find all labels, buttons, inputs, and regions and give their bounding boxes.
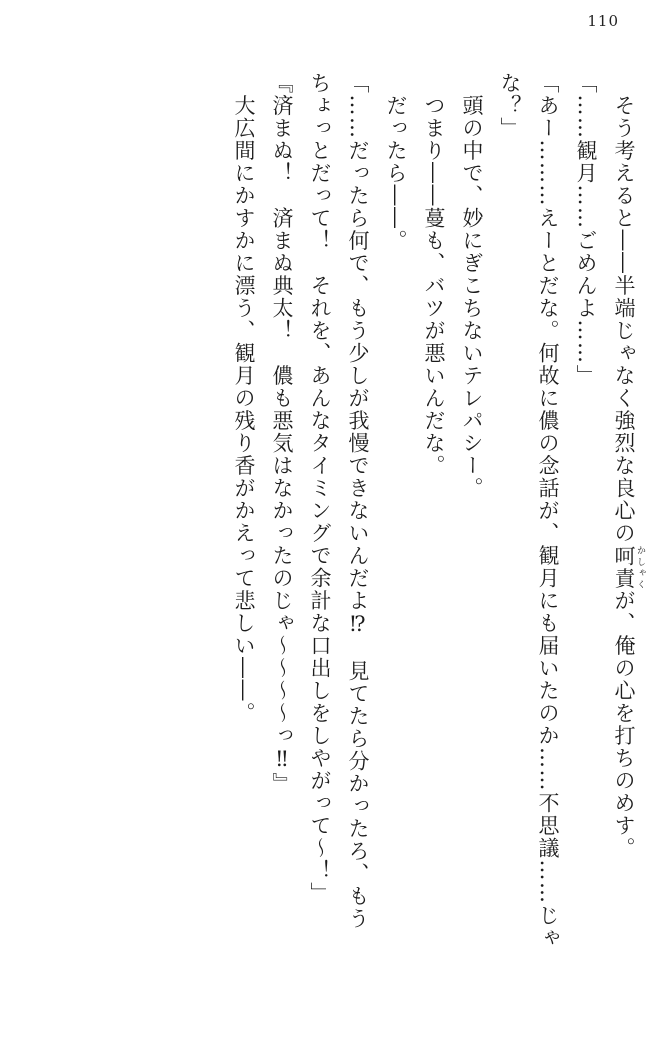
page-number: 110 bbox=[587, 12, 619, 30]
furigana-base: 呵責 bbox=[612, 544, 636, 590]
text-column-10: 『済まぬ！ 済まぬ典太！ 儂も悪気はなかったのじゃ〜〜〜〜っ‼』 bbox=[270, 72, 294, 795]
text-column-5: 頭の中で、妙にぎこちないテレパシー。 bbox=[460, 72, 484, 500]
furigana-ruby bbox=[612, 544, 645, 590]
text-column-8: 「……だったら何で、もう少しが我慢できないんだよ⁉ 見てたら分かったろ、もう bbox=[346, 72, 370, 930]
furigana-reading: かしゃく bbox=[635, 544, 645, 590]
text-column-1 bbox=[605, 72, 645, 1002]
text-column-1-pre: そう考えると――半端じゃなく強烈な良心の bbox=[612, 72, 636, 545]
text-column-2: 「……観月……ごめんよ……」 bbox=[574, 72, 598, 387]
text-column-1-post: が、俺の心を打ちのめす。 bbox=[612, 589, 636, 860]
text-column-6: つまり――蔓も、バツが悪いんだな。 bbox=[422, 72, 446, 477]
text-column-7: だったら――。 bbox=[384, 72, 408, 252]
text-column-9: ちょっとだって！ それを、あんなタイミングで余計な口出しをしやがって〜！」 bbox=[308, 72, 332, 905]
text-column-4: な？」 bbox=[498, 72, 522, 140]
text-column-11: 大広間にかすかに漂う、観月の残り香がかえって悲しい――。 bbox=[232, 72, 256, 725]
text-column-3: 「あー………えーとだな。何故に儂の念話が、観月にも届いたのか……不思議……じゃ bbox=[536, 72, 560, 950]
text-block bbox=[225, 72, 645, 1002]
